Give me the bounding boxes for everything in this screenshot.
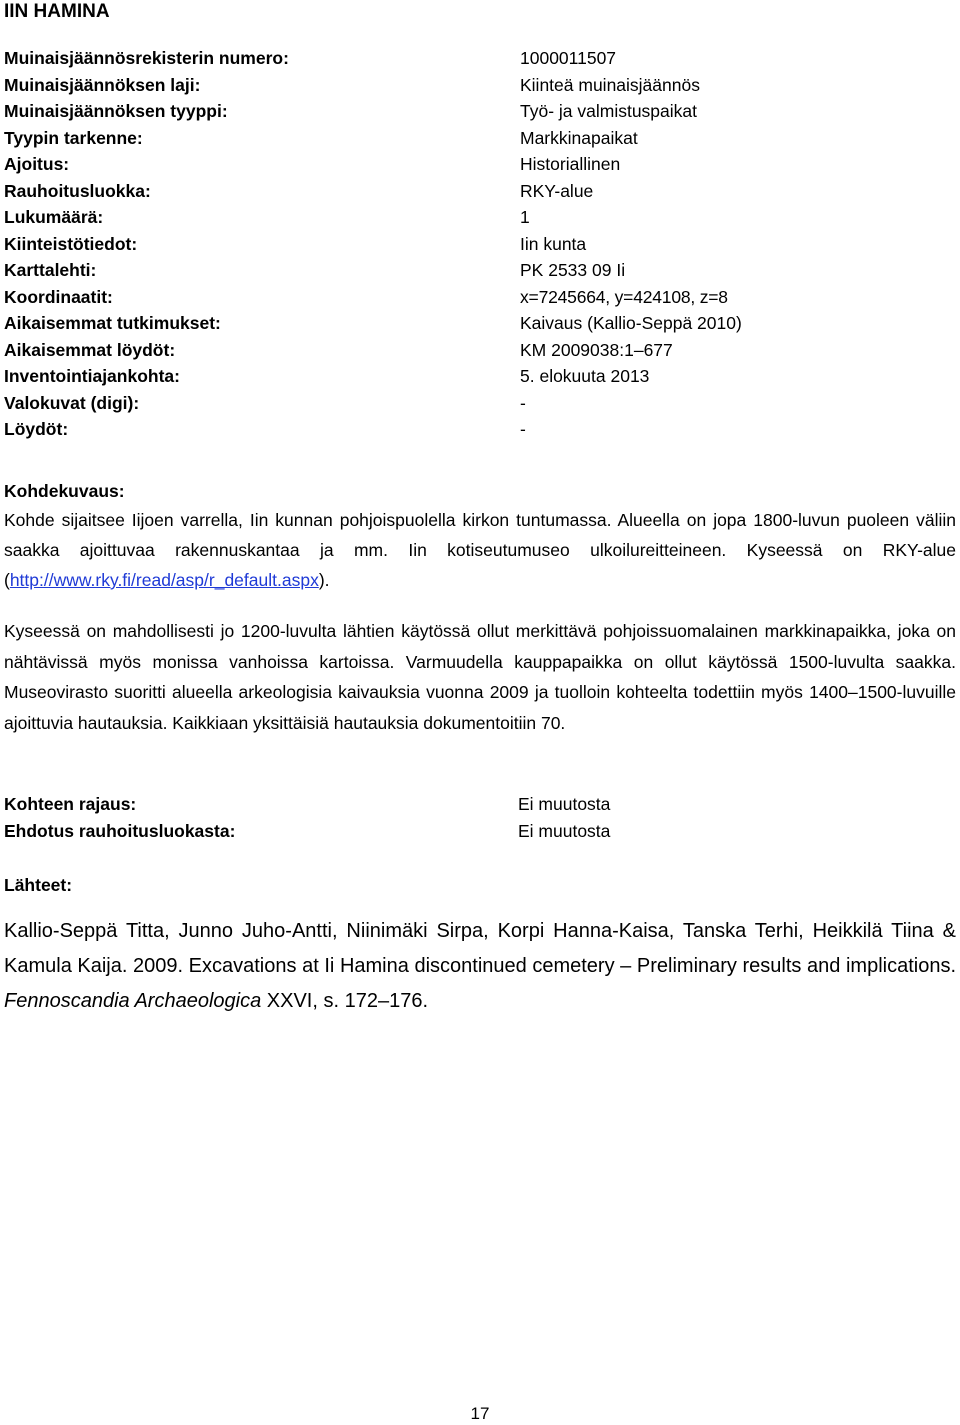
field-value: KM 2009038:1–677 [520, 339, 673, 360]
rky-link[interactable]: http://www.rky.fi/read/asp/r_default.aspx [9, 570, 319, 590]
field-value: Kaivaus (Kallio-Seppä 2010) [520, 313, 742, 333]
field-label: Aikaisemmat tutkimukset: [4, 313, 221, 333]
field-row [4, 363, 944, 390]
field-value: Työ- ja valmistuspaikat [520, 101, 698, 121]
field-label: Tyypin tarkenne: [4, 127, 143, 148]
field-value: - [520, 392, 526, 413]
field-label: Koordinaatit: [4, 286, 113, 307]
page-number: 17 [470, 1404, 490, 1423]
field-row [4, 791, 944, 818]
description-paragraph [4, 505, 956, 595]
field-value: Markkinapaikat [520, 127, 638, 148]
reference-text: Kallio-Seppä Titta, Junno Juho-Antti, Niinimäki Sirpa, Korpi Hanna-Kaisa, Tanska Terhi, Heikkilä Tiina & Kamula Kaija. 2009. Excavations at Ii Hamina discontinued cemetery – Preliminary results and implications. [4, 920, 956, 977]
field-row [4, 390, 944, 417]
field-row [4, 416, 944, 443]
field-row [4, 178, 944, 205]
field-value: Historiallinen [520, 154, 621, 174]
proposal-value: Ei muutosta [518, 820, 611, 841]
field-value: 1000011507 [520, 48, 617, 68]
field-row [4, 284, 944, 311]
field-label: Kiinteistötiedot: [4, 233, 138, 254]
register-fields [4, 45, 944, 443]
sources-heading: Lähteet: [4, 875, 73, 895]
boundary-label: Kohteen rajaus: [4, 794, 137, 814]
field-label: Inventointiajankohta: [4, 366, 180, 386]
description-heading: Kohdekuvaus: [4, 481, 125, 501]
field-value: 5. elokuuta 2013 [520, 366, 650, 386]
field-value: RKY-alue [520, 180, 594, 201]
boundary-fields [4, 791, 944, 844]
field-row [4, 204, 944, 231]
proposal-label: Ehdotus rauhoitusluokasta: [4, 820, 236, 841]
field-value: PK 2533 09 Ii [520, 260, 626, 280]
field-row [4, 818, 944, 845]
field-row [4, 125, 944, 152]
description-text-end: ). [318, 570, 330, 590]
boundary-value: Ei muutosta [518, 794, 611, 814]
field-label: Valokuvat (digi): [4, 392, 140, 413]
field-label: Rauhoitusluokka: [4, 180, 151, 201]
field-label: Ajoitus: [4, 154, 70, 174]
field-label: Lukumäärä: [4, 207, 104, 227]
reference-journal: Fennoscandia Archaeologica [4, 990, 262, 1012]
field-row [4, 98, 944, 125]
field-value: Kiinteä muinaisjäännös [520, 74, 700, 95]
field-value: - [520, 419, 526, 439]
field-value: Iin kunta [520, 233, 587, 254]
field-row [4, 45, 944, 72]
field-row [4, 257, 944, 284]
field-row [4, 151, 944, 178]
field-label: Muinaisjäännöksen tyyppi: [4, 101, 228, 121]
field-row [4, 337, 944, 364]
field-label: Muinaisjäännöksen laji: [4, 74, 201, 95]
field-row [4, 72, 944, 99]
field-row [4, 310, 944, 337]
field-label: Muinaisjäännösrekisterin numero: [4, 48, 289, 68]
field-value: 1 [520, 207, 530, 227]
field-label: Karttalehti: [4, 260, 97, 280]
history-paragraph: Kyseessä on mahdollisesti jo 1200-luvulta lähtien käytössä ollut merkittävä pohjoissuomalainen markkinapaikka, joka on nähtävissä myös monissa vanhoissa kartoissa. Varmuudella kauppapaikka on ollut käytössä 1500-luvulta saakka. Museovirasto suoritti alueella arkeologisia kaivauksia vuonna 2009 ja tuolloin kohteelta todettiin myös 1400–1500-luvuille ajoittuvia hautauksia. Kaikkiaan yksittäisiä hautauksia dokumentoitiin 70. [4, 621, 956, 733]
reference-entry [4, 914, 956, 1019]
field-label: Löydöt: [4, 419, 69, 439]
field-label: Aikaisemmat löydöt: [4, 339, 176, 360]
reference-end: XXVI, s. 172–176. [261, 990, 428, 1012]
page-title: IIN HAMINA [4, 1, 110, 22]
field-row [4, 231, 944, 258]
field-value: x=7245664, y=424108, z=8 [520, 286, 728, 307]
description-text: Kohde sijaitsee Iijoen varrella, Iin kunnan pohjoispuolella kirkon tuntumassa. Alueella on jopa 1800-luvun puoleen väliin saakka ajoittuvaa rakennuskantaa ja mm. Iin kotiseutumuseo ulkoilureitteineen. Kyseessä on RKY-alue ( [4, 510, 956, 590]
